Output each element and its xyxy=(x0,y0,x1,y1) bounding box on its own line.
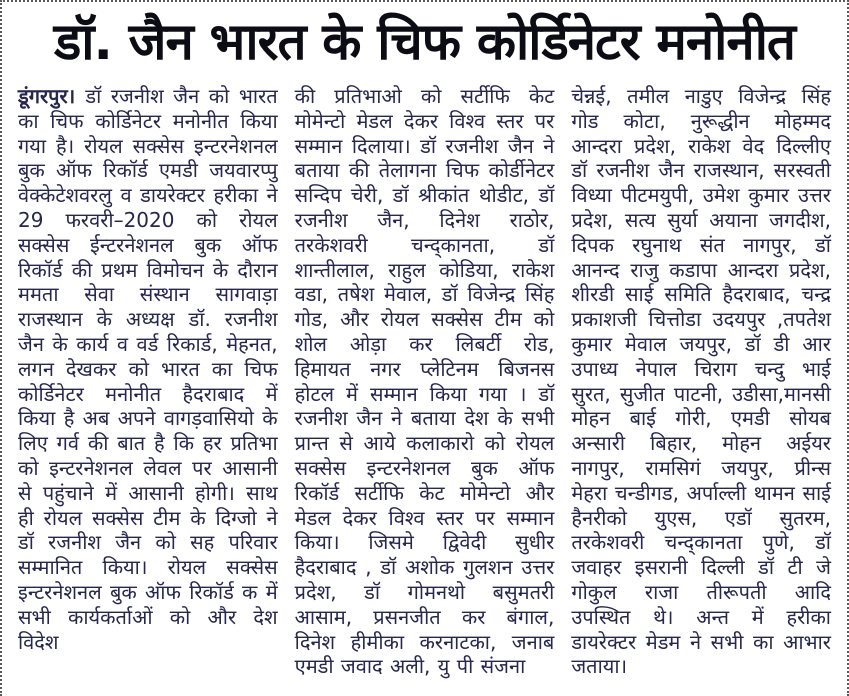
headline: डॉ. जैन भारत के चिफ कोर्डिनेटर मनोनीत xyxy=(54,13,795,72)
column-2-text: की प्रतिभाओ को सर्टीफि केट मोमेन्टो मेडल देकर विश्व स्तर पर सम्मान दिलाया। डॉ रजनीश जैन ने बताया की तेलागना चिफ कोर्डीनेटर सन्दिप चेरी, डॉ श्रीकांत थोडीट, डॉ रजनीश जैन, दिनेश राठोर, तरकेशवरी चन्द्कानता, डॉ शान्तीलाल, राहुल कोडिया, राकेश वडा, तषेश मेवाल, डॉ विजेन्द्र सिंह गोड, और रोयल सक्सेस टीम को शोल ओड़ा कर लिबर्टी रोड, हिमायत नगर प्लेटिनम बिजनस होटल में सम्मान किया गया । डॉ रजनीश जैन ने बताया देश के सभी प्रान्त से आये कलाकारो को रोयल सक्सेस इन्टरनेशनल बुक ऑफ रिकॉर्ड सर्टीफि केट मोमेन्टो और मेडल देकर विश्व स्तर पर सम्मान किया। जिसमे द्विवेदी सुधीर हैदराबाद , डॉ अशोक गुलशन उत्तर प्रदेश, डॉ गोमनथो बसुमतरी आसाम, प्रसनजीत कर बंगाल, दिनेश हीमीका करनाटका, जनाब एमडी जवाद अली, यु पी संजना xyxy=(294,84,555,679)
article-column-1 xyxy=(18,84,278,679)
column-1-text: डॉ रजनीश जैन को भारत का चिफ कोर्डिनेटर मनोनीत किया गया है। रोयल सक्सेस इन्टरनेशनल बुक ऑफ रिकॉर्ड एमडी जयवारप्पु वेक्केटेशवरलु व डायरेक्टर हरीका ने 29 फरवरी–2020 को रोयल सक्सेस ईन्टरनेशनल बुक ऑफ रिकॉर्ड की प्रथम विमोचन के दौरान ममता सेवा संस्थान सागवाड़ा राजस्थान के अध्यक्ष डॉ. रजनीश जैन के कार्य व वर्ड रिकार्ड, मेहनत, लगन देखकर को भारत का चिफ कोर्डिनेटर मनोनीत हैदराबाद में किया है अब अपने वागड़वासियो के लिए गर्व की बात है कि हर प्रतिभा को इन्टरनेशनल लेवल पर आसानी से पहुंचाने में आसानी होगी। साथ ही रोयल सक्सेस टीम के दिग्जो ने डॉ रजनीश जैन को सह परिवार सम्मानित किया। रोयल सक्सेस इन्टरनेशनल बुक ऑफ रिकॉर्ड क में सभी कार्यकर्ताओं को और देश विदेश xyxy=(18,84,278,654)
article-column-3 xyxy=(571,84,831,679)
column-3-text: चेन्नई, तमील नाडुए विजेन्द्र सिंह गोड कोटा, नुरूद्धीन मोहम्मद आन्दरा प्रदेश, राकेश वेद दिल्लीए डॉ रजनीश जैन राजस्थान, सरस्वती विध्या पीटमयुपी, उमेश कुमार उत्तर प्रदेश, सत्य सुर्या अयाना जगदीश, दिपक रघुनाथ संत नागपुर, डॉ आनन्द राजु कडापा आन्दरा प्रदेश, शीरडी साई समिति हैदराबाद, चन्द्र प्रकाशजी चित्तोडा उदयपुर ,तपतेश कुमार मेवाल जयपुर, डॉ डी आर उपाध्य नेपाल चिराग चन्दु भाई सुरत, सुजीत पाटनी, उडीसा,मानसी मोहन बाई गोरी, एमडी सोयब अन्सारी बिहार, मोहन अईयर नागपुर, रामसिगं जयपुर, प्रीन्स मेहरा चन्डीगड, अर्पाल्ली थामन साई हैनरीको युएस, एडॉ सुतरम, तरकेशवरी चन्द्कानता पुणे, डॉ जवाहर इसरानी दिल्ली डॉ टी जे गोकुल राजा तीरूपती आदि उपस्थित थे। अन्त में हरीका डायरेक्टर मेडम ने सभी का आभार जताया। xyxy=(571,84,831,679)
dateline: डूंगरपुर। xyxy=(18,84,76,108)
article-columns xyxy=(12,84,837,679)
article-column-2 xyxy=(295,84,555,679)
